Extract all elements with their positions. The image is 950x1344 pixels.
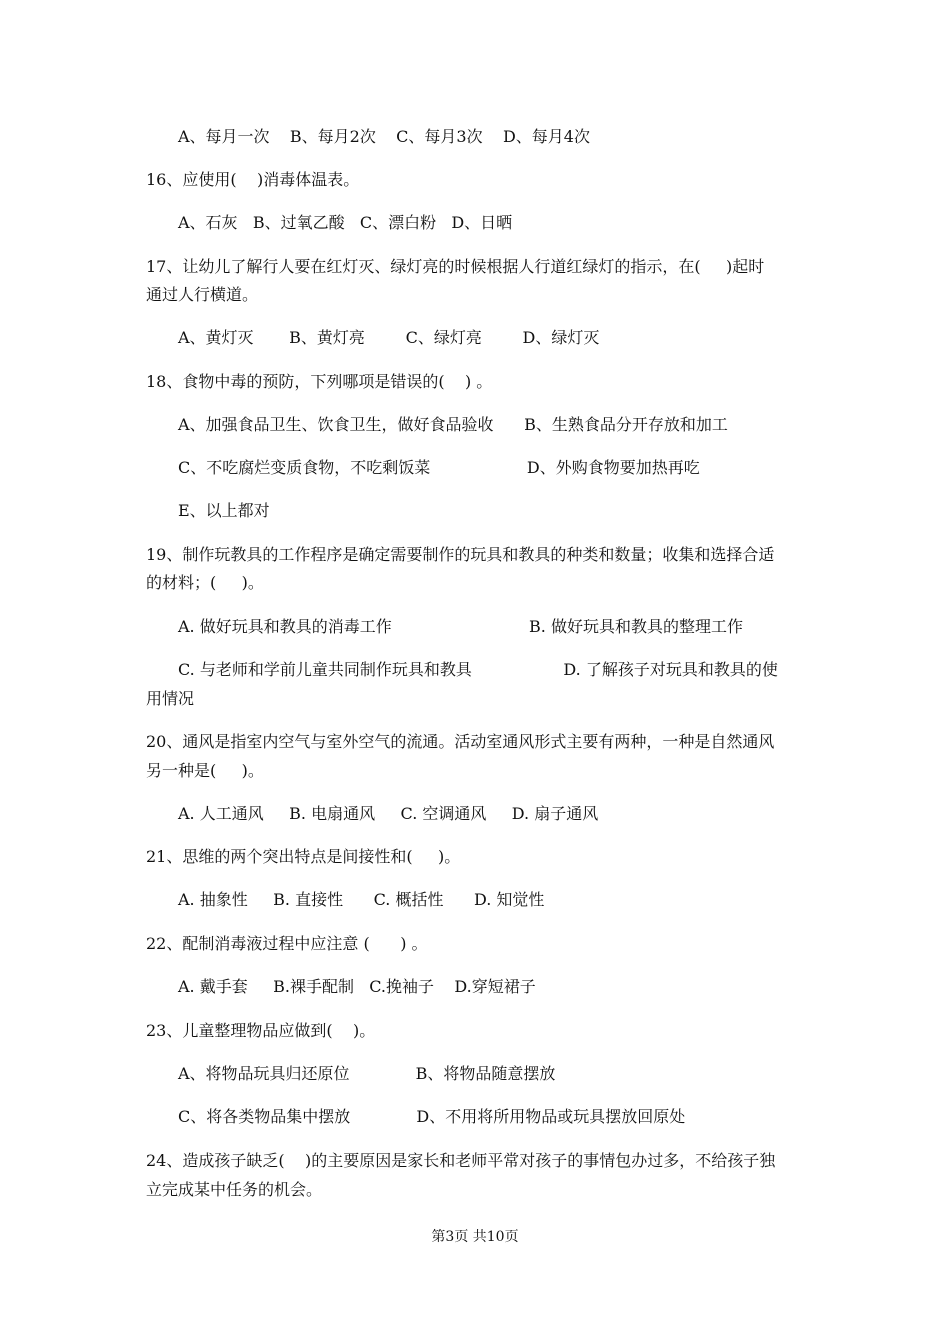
- question-24-stem: 24、造成孩子缺乏( )的主要原因是家长和老师平常对孩子的事情包办过多，不给孩子独: [146, 1151, 776, 1170]
- question-22-stem: 22、配制消毒液过程中应注意 ( ) 。: [146, 934, 428, 953]
- question-18-options-cd: C、不吃腐烂变质食物，不吃剩饭菜 D、外购食物要加热再吃: [178, 458, 700, 477]
- question-17-options: A、黄灯灭 B、黄灯亮 C、绿灯亮 D、绿灯灭: [178, 328, 600, 347]
- question-15-options: A、每月一次 B、每月2次 C、每月3次 D、每月4次: [178, 127, 590, 146]
- question-19-options-continued: 用情况: [146, 689, 195, 708]
- question-19-stem-continued: 的材料；( )。: [146, 573, 264, 592]
- question-23-stem: 23、儿童整理物品应做到( )。: [146, 1021, 376, 1040]
- question-24-stem-continued: 立完成某中任务的机会。: [146, 1180, 323, 1199]
- question-21-options: A. 抽象性 B. 直接性 C. 概括性 D. 知觉性: [178, 890, 545, 909]
- question-16-stem: 16、应使用( )消毒体温表。: [146, 170, 360, 189]
- question-23-options-cd: C、将各类物品集中摆放 D、不用将所用物品或玩具摆放回原处: [178, 1107, 686, 1126]
- question-19-stem: 19、制作玩教具的工作程序是确定需要制作的玩具和教具的种类和数量；收集和选择合适: [146, 545, 775, 564]
- question-22-options: A. 戴手套 B.裸手配制 C.挽袖子 D.穿短裙子: [178, 977, 536, 996]
- question-16-options: A、石灰 B、过氧乙酸 C、漂白粉 D、日晒: [178, 213, 513, 232]
- question-18-options-ab: A、加强食品卫生、饮食卫生，做好食品验收 B、生熟食品分开存放和加工: [178, 415, 728, 434]
- page-footer: 第3页 共10页: [431, 1229, 519, 1245]
- question-19-options-cd: C. 与老师和学前儿童共同制作玩具和教具 D. 了解孩子对玩具和教具的使: [178, 660, 778, 679]
- question-20-options: A. 人工通风 B. 电扇通风 C. 空调通风 D. 扇子通风: [178, 804, 599, 823]
- question-21-stem: 21、思维的两个突出特点是间接性和( )。: [146, 847, 461, 866]
- question-17-stem-continued: 通过人行横道。: [146, 285, 259, 304]
- question-20-stem: 20、通风是指室内空气与室外空气的流通。活动室通风形式主要有两种，一种是自然通风: [146, 732, 775, 751]
- question-19-options-ab: A. 做好玩具和教具的消毒工作 B. 做好玩具和教具的整理工作: [178, 617, 743, 636]
- question-23-options-ab: A、将物品玩具归还原位 B、将物品随意摆放: [178, 1064, 556, 1083]
- question-18-option-e: E、以上都对: [178, 501, 270, 520]
- question-17-stem: 17、让幼儿了解行人要在红灯灭、绿灯亮的时候根据人行道红绿灯的指示，在( )起时: [146, 257, 765, 276]
- question-18-stem: 18、食物中毒的预防，下列哪项是错误的( ) 。: [146, 372, 493, 391]
- question-20-stem-continued: 另一种是( )。: [146, 761, 264, 780]
